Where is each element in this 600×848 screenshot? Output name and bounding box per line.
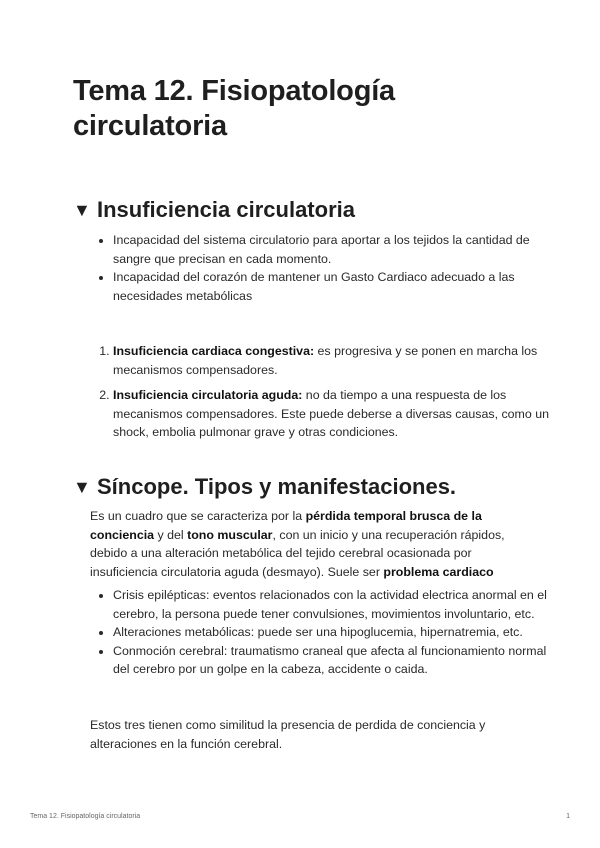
footer-title: Tema 12. Fisiopatología circulatoria <box>30 813 141 820</box>
triangle-down-icon[interactable]: ▼ <box>73 200 91 220</box>
term-label: Insuficiencia circulatoria aguda: <box>113 388 303 402</box>
bold-run: problema cardiaco <box>383 564 494 579</box>
list-item: • Alteraciones metabólicas: puede ser una hipoglucemia, hipernatremia, etc. <box>113 623 553 642</box>
list-item: • Incapacidad del sistema circulatorio para aportar a los tejidos la cantidad de sangre que precisan en cada momento. <box>113 231 553 268</box>
bold-run: tono muscular <box>187 527 273 542</box>
section-heading-label: Síncope. Tipos y manifestaciones. <box>97 474 457 499</box>
page-title: Tema 12. Fisiopatología circulatoria <box>73 75 395 142</box>
text-run: , con un inicio y una recuperación rápidos, debido a una alteración metabólica del tejido cerebral ocasionada por insuficiencia circulatoria aguda (desmayo). Suele ser <box>90 527 505 579</box>
term-description: no da tiempo a una respuesta de los mecanismos compensadores. Este puede deberse a diversas causas, como un shock, embolia pulmonar grave y otras condiciones. <box>113 388 549 439</box>
text-run: Es un cuadro que se caracteriza por la <box>90 509 306 523</box>
numbered-list <box>97 342 553 449</box>
bold-run: pérdida temporal brusca de la conciencia <box>90 509 482 542</box>
list-item <box>113 386 553 442</box>
bullet-list <box>97 586 553 679</box>
list-item: • Crisis epilépticas: eventos relacionados con la actividad electrica anormal en el cerebro, la persona puede tener convulsiones, movimientos involuntario, etc. <box>113 586 553 623</box>
list-item: • Incapacidad del corazón de mantener un Gasto Cardiaco adecuado a las necesidades metabólicas <box>113 268 553 305</box>
bullet-list <box>97 231 553 305</box>
section-heading-insuficiencia[interactable] <box>73 196 355 224</box>
triangle-down-icon[interactable]: ▼ <box>73 477 91 497</box>
term-label: Insuficiencia cardiaca congestiva: <box>113 344 315 358</box>
section-heading-sincope[interactable] <box>73 473 456 501</box>
term-description: es progresiva y se ponen en marcha los mecanismos compensadores. <box>113 344 538 377</box>
text-run: y del <box>154 527 188 542</box>
section-heading-label: Insuficiencia circulatoria <box>97 197 355 222</box>
intro-paragraph <box>90 507 530 581</box>
list-item: • Conmoción cerebral: traumatismo craneal que afecta al funcionamiento normal del cerebro por un golpe en la cabeza, accidente o caida. <box>113 642 553 679</box>
list-item <box>113 342 553 379</box>
page-number: 1 <box>566 813 570 820</box>
closing-paragraph: Estos tres tienen como similitud la presencia de perdida de conciencia y alteraciones en la función cerebral. <box>90 718 486 751</box>
